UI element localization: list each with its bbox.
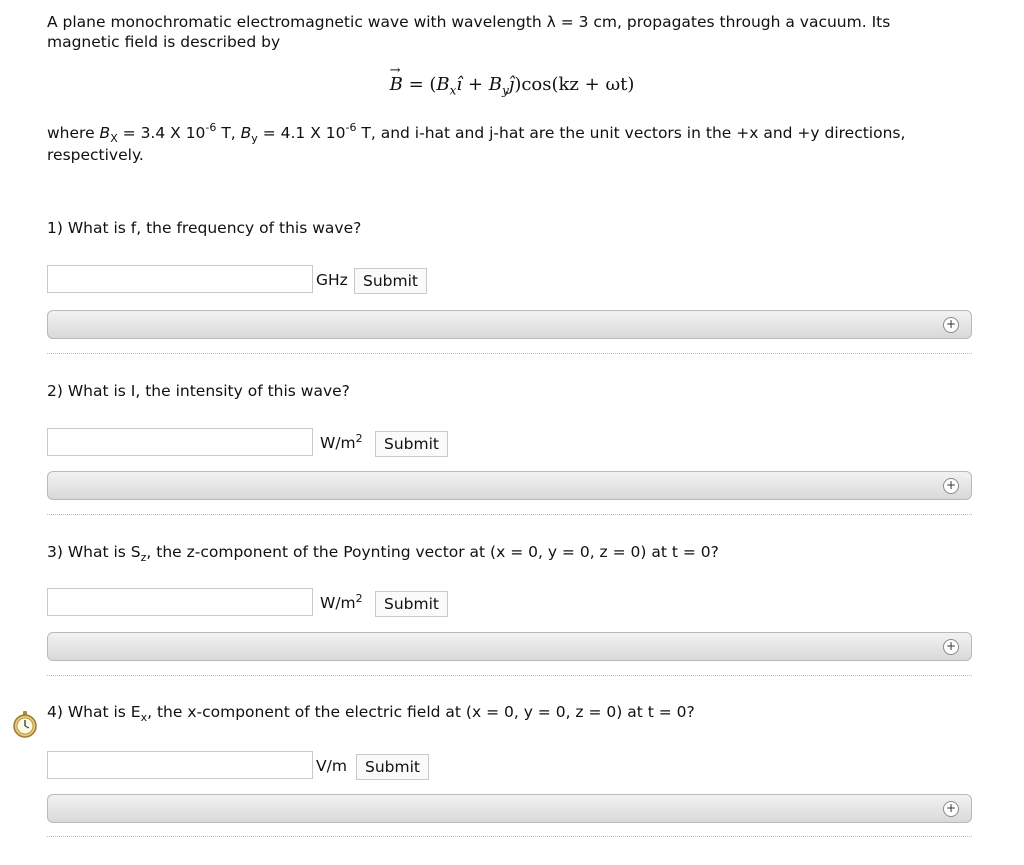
plus-circle-icon[interactable]: + [943, 317, 959, 333]
unit-2-base: W/m [320, 434, 356, 452]
formula-by: B [488, 74, 502, 95]
question-3-part-b: , the z-component of the Poynting vector at (x = 0, y = 0, z = 0) at t = 0? [146, 543, 719, 561]
where-respectively: respectively. [47, 146, 144, 164]
answer-input-1[interactable] [47, 265, 313, 293]
where-by-label: B [240, 124, 252, 142]
formula-by-sub: y [501, 83, 509, 98]
feedback-bar-1[interactable] [47, 310, 972, 339]
formula-plus: + [462, 74, 489, 95]
formula-bx-sub: x [449, 83, 457, 98]
formula-tail: )cos(kz + ωt) [514, 74, 635, 95]
where-bx-value: = 3.4 X 10 [117, 124, 206, 142]
question-4-part-b: , the x-component of the electric field at (x = 0, y = 0, z = 0) at t = 0? [147, 703, 695, 721]
formula-equals: = ( [402, 74, 437, 95]
stopwatch-icon [11, 710, 39, 738]
unit-3-base: W/m [320, 594, 356, 612]
unit-2-exponent: 2 [355, 432, 363, 445]
question-4-text [47, 703, 695, 724]
formula-jhat: ĵ [508, 74, 515, 95]
question-1-text: 1) What is f, the frequency of this wave? [47, 219, 362, 237]
where-paragraph [47, 122, 977, 166]
answer-input-2[interactable] [47, 428, 313, 456]
divider [47, 353, 972, 354]
where-bx-label: B [99, 124, 111, 142]
intro-line-2: magnetic field is described by [47, 33, 281, 51]
question-4-sub: x [140, 711, 148, 724]
where-by-sub: y [251, 132, 258, 145]
where-unit-t: T, [216, 124, 241, 142]
where-by-value: = 4.1 X 10 [257, 124, 346, 142]
question-4-part-a: 4) What is E [47, 703, 141, 721]
where-text: where [47, 124, 100, 142]
answer-input-4[interactable] [47, 751, 313, 779]
unit-label-4: V/m [316, 757, 347, 775]
formula-bx: B [436, 74, 450, 95]
where-description: T, and i-hat and j-hat are the unit vectors in the +x and +y directions, [356, 124, 906, 142]
where-bx-exponent: -6 [205, 121, 217, 134]
submit-button-1[interactable]: Submit [354, 268, 427, 294]
unit-label-3 [320, 588, 363, 616]
where-bx-sub: X [110, 132, 118, 145]
feedback-bar-2[interactable] [47, 471, 972, 500]
divider [47, 514, 972, 515]
magnetic-field-formula [0, 63, 1024, 98]
where-by-exponent: -6 [345, 121, 357, 134]
problem-intro [47, 12, 947, 52]
question-3-sub: z [140, 551, 147, 564]
plus-circle-icon[interactable]: + [943, 639, 959, 655]
unit-label-2 [320, 428, 363, 456]
divider [47, 675, 972, 676]
feedback-bar-4[interactable] [47, 794, 972, 823]
intro-line-1: A plane monochromatic electromagnetic wave with wavelength λ = 3 cm, propagates through a vacuum. Its [47, 13, 891, 31]
unit-3-exponent: 2 [355, 592, 363, 605]
plus-circle-icon[interactable]: + [943, 478, 959, 494]
question-2-text: 2) What is I, the intensity of this wave? [47, 382, 350, 400]
formula-b-vector: → B [389, 63, 403, 95]
plus-circle-icon[interactable]: + [943, 801, 959, 817]
question-3-part-a: 3) What is S [47, 543, 141, 561]
formula-ihat: î [456, 74, 463, 95]
unit-label-1: GHz [316, 271, 348, 289]
submit-button-4[interactable]: Submit [356, 754, 429, 780]
submit-button-3[interactable]: Submit [375, 591, 448, 617]
feedback-bar-3[interactable] [47, 632, 972, 661]
question-3-text [47, 543, 719, 564]
divider [47, 836, 972, 837]
answer-input-3[interactable] [47, 588, 313, 616]
submit-button-2[interactable]: Submit [375, 431, 448, 457]
